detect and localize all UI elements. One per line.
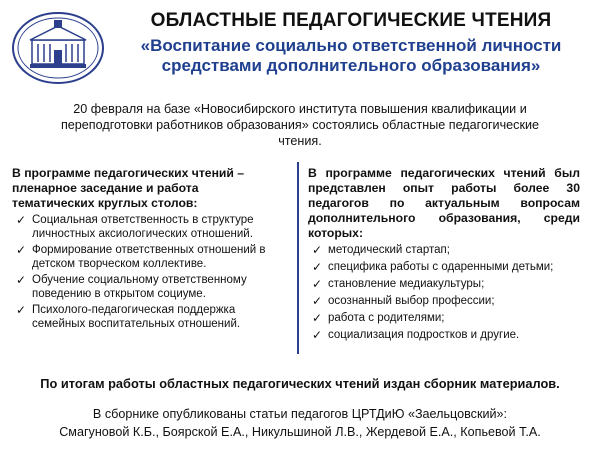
- check-icon: ✓: [16, 243, 27, 257]
- title-block: [112, 10, 590, 76]
- check-icon: ✓: [16, 213, 27, 227]
- list-item: ✓ Обучение социальному ответственному поведению в открытом социуме.: [16, 273, 247, 300]
- footer-line-2: Смагуновой К.Б., Боярской Е.А., Никульшиной Л.В., Жердевой Е.А., Копьевой Т.А.: [59, 425, 541, 439]
- list-item: ✓ работа с родителями;: [312, 311, 445, 325]
- institute-logo: [10, 10, 106, 86]
- right-column: [308, 166, 580, 345]
- left-column: [12, 166, 282, 333]
- footer: [0, 405, 600, 441]
- left-list: [12, 213, 282, 331]
- check-icon: ✓: [16, 303, 27, 317]
- check-icon: ✓: [312, 328, 323, 342]
- intro-text: 20 февраля на базе «Новосибирского института повышения квалификации и переподготовки работников образования» состоялись областные педагогические чтения.: [60, 102, 540, 148]
- list-item: ✓ Формирование ответственных отношений в детском творческом коллективе.: [16, 243, 266, 270]
- list-item: ✓ Психолого-педагогическая поддержка семейных воспитательных отношений.: [16, 303, 241, 330]
- list-item: ✓ осознанный выбор профессии;: [312, 294, 495, 308]
- check-icon: ✓: [312, 311, 323, 325]
- right-lead: В программе педагогических чтений был представлен опыт работы более 30 педагогов по актуальным вопросам дополнительного образования, среди которых:: [308, 166, 580, 240]
- right-list: [308, 243, 580, 342]
- page-subtitle: «Воспитание социально ответственной личности средствами дополнительного образования»: [140, 36, 562, 75]
- check-icon: ✓: [312, 243, 323, 257]
- left-lead: В программе педагогических чтений – пленарное заседание и работа тематических круглых столов:: [12, 166, 245, 210]
- list-item: ✓ специфика работы с одаренными детьми;: [312, 260, 554, 274]
- list-item: ✓ методический стартап;: [312, 243, 450, 257]
- page-title: ОБЛАСТНЫЕ ПЕДАГОГИЧЕСКИЕ ЧТЕНИЯ: [150, 10, 552, 31]
- check-icon: ✓: [312, 294, 323, 308]
- column-divider: [297, 162, 299, 354]
- check-icon: ✓: [312, 260, 323, 274]
- list-item: ✓ становление медиакультуры;: [312, 277, 485, 291]
- footer-line-1: В сборнике опубликованы статьи педагогов ЦРТДиЮ «Заельцовский»:: [92, 407, 508, 421]
- check-icon: ✓: [312, 277, 323, 291]
- check-icon: ✓: [16, 273, 27, 287]
- list-item: ✓ социализация подростков и другие.: [312, 328, 520, 342]
- result-text: По итогам работы областных педагогических чтений издан сборник материалов.: [40, 376, 560, 391]
- list-item: ✓ Социальная ответственность в структуре личностных аксиологических отношений.: [16, 213, 254, 240]
- building-icon: [10, 10, 106, 86]
